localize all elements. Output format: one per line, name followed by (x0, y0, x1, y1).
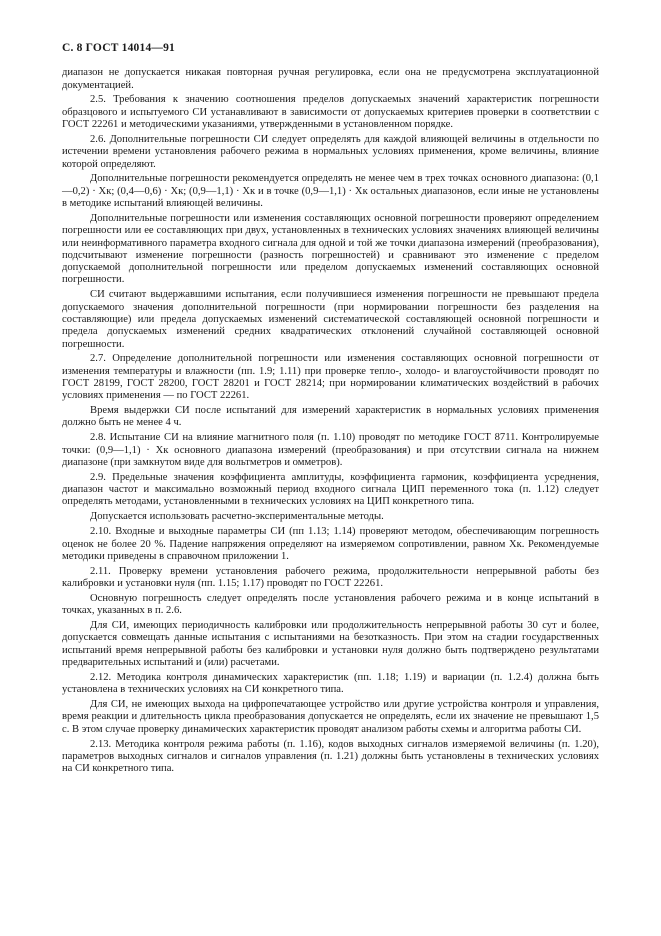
page-header: С. 8 ГОСТ 14014—91 (62, 42, 175, 54)
paragraph: 2.5. Требования к значению соотношения пределов допускаемых значений характеристик погрешности образцового и испытуемого СИ устанавливают в зависимости от допускаемых критериев проверки в соответствии с ГОСТ 22261 и методическими указаниями, утвержденными в установленном порядке. (62, 94, 599, 131)
paragraph: Дополнительные погрешности рекомендуется определять не менее чем в трех точках основного диапазона: (0,1—0,2) · Xк; (0,4—0,6) · Xк; (0,9—1,1) · Xк и в точке (0,9—1,1) · Xк остальных диапазонов, если иные не установлены в методике испытаний влияющей величины. (62, 173, 599, 210)
paragraph: 2.11. Проверку времени установления рабочего режима, продолжительности непрерывной работы без калибровки и установки нуля (пп. 1.15; 1.17) проводят по ГОСТ 22261. (62, 565, 599, 589)
paragraph: Для СИ, не имеющих выхода на цифропечатающее устройство или другие устройства контроля и управления, время реакции и длительность цикла преобразования допускается не определять, если их значение не превышают 1,5 с. В этом случае проверку динамических характеристик проводят анализом работы схемы и алгоритма работы СИ. (62, 699, 599, 735)
paragraph: 2.6. Дополнительные погрешности СИ следует определять для каждой влияющей величины в отдельности по истечении времени установления рабочего режима в нормальных условиях применения, кроме величины, влияние которой определяют. (62, 133, 599, 170)
paragraph: 2.13. Методика контроля режима работы (п. 1.16), кодов выходных сигналов измеряемой величины (п. 1.20), параметров выходных сигналов и сигналов управления (п. 1.21) должны быть установлены в технических условиях на СИ конкретного типа. (62, 738, 599, 775)
paragraph: Дополнительные погрешности или изменения составляющих основной погрешности проверяют определением погрешности или ее составляющих при двух, установленных в технических условиях значениях влияющей величины или неинформативного параметра входного сигнала для одной и той же точки диапазона измерений (преобразования), подсчитывают изменение погрешности (разность погрешностей) и сравнивают это изменение с пределом допускаемой дополнительной погрешности или пределом допускаемых изменений составляющих основной погрешности. (62, 212, 599, 286)
paragraph: Основную погрешность следует определять после установления рабочего режима и в конце испытаний в точках, указанных в п. 2.6. (62, 592, 599, 617)
paragraph: 2.7. Определение дополнительной погрешности или изменения составляющих основной погрешности от изменения температуры и влажности (пп. 1.9; 1.11) при проверке тепло-, холодо- и влагоустойчивости проводят по ГОСТ 28199, ГОСТ 28200, ГОСТ 28201 и ГОСТ 28214; при нормировании климатических воздействий в рабочих условиях применения — по ГОСТ 22261. (62, 353, 599, 402)
paragraph: Время выдержки СИ после испытаний для измерений характеристик в нормальных условиях применения должно быть не менее 4 ч. (62, 405, 599, 429)
document-page (62, 42, 599, 778)
paragraph: СИ считают выдержавшими испытания, если получившиеся изменения погрешности не превышают предела допускаемого значения дополнительной погрешности (при нормировании погрешности без разделения на составляющие) или предела допускаемых изменений систематической составляющей основной погрешности и предела допускаемых изменений средних квадратических отклонений случайной составляющей основной погрешности. (62, 289, 599, 350)
paragraph: диапазон не допускается никакая повторная ручная регулировка, если она не предусмотрена эксплуатационной документацией. (62, 67, 599, 91)
paragraph: 2.10. Входные и выходные параметры СИ (пп 1.13; 1.14) проверяют методом, обеспечивающим погрешность оценок не более 20 %. Падение напряжения определяют на измеряемом сопротивлении, равном Xк. Рекомендуемые методики приведены в справочном приложении 1. (62, 526, 599, 562)
paragraph: Допускается использовать расчетно-экспериментальные методы. (90, 511, 384, 523)
paragraph: 2.8. Испытание СИ на влияние магнитного поля (п. 1.10) проводят по методике ГОСТ 8711. Контролируемые точки: (0,9—1,1) · Xк основного диапазона измерений (преобразования) и при отсутствии сигнала на нижнем диапазоне (при замкнутом виде для вольтметров и омметров). (62, 432, 599, 468)
paragraph: 2.9. Предельные значения коэффициента амплитуды, коэффициента гармоник, коэффициента усреднения, диапазон частот и максимально возможный период входного сигнала ЦИП переменного тока (п. 1.12) следует определять методами, установленными в технических условиях на ЦИП конкретного типа. (62, 471, 599, 508)
paragraph: Для СИ, имеющих периодичность калибровки или продолжительность непрерывной работы 30 сут и более, допускается совмещать данные испытания с испытаниями на безотказность. При этом на стадии государственных испытаний время непрерывной работы без калибровки и установки нуля должно быть подтверждено результатами предварительных испытаний и (или) расчетами. (62, 620, 599, 668)
paragraph: 2.12. Методика контроля динамических характеристик (пп. 1.18; 1.19) и вариации (п. 1.2.4) должна быть установлена в технических условиях на СИ конкретного типа. (62, 671, 599, 696)
